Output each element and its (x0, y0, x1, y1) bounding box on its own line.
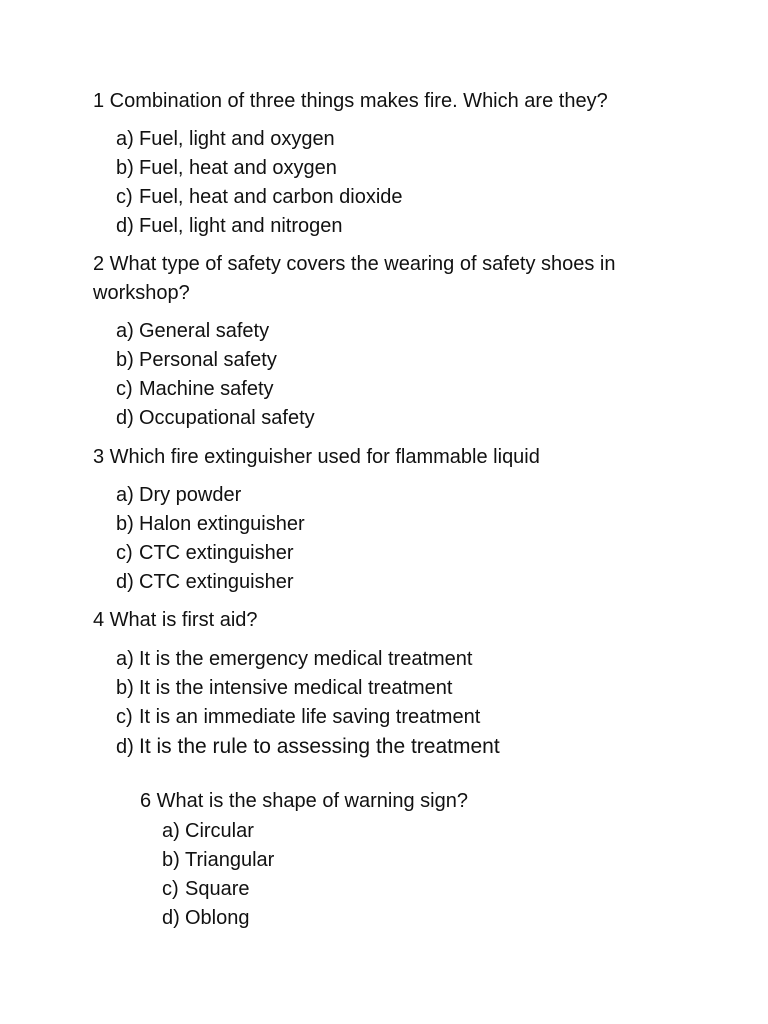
option-text: Halon extinguisher (139, 513, 305, 535)
option-text: It is the emergency medical treatment (139, 648, 473, 670)
option-text: It is the intensive medical treatment (139, 677, 453, 699)
option-3c (116, 539, 305, 568)
question-6-text: 6 What is the shape of warning sign? (140, 790, 468, 812)
question-4-options (116, 645, 500, 761)
option-letter: b) (162, 849, 180, 871)
option-text: Fuel, heat and oxygen (139, 157, 337, 179)
question-2-text: 2 What type of safety covers the wearing of safety shoes in workshop? (93, 253, 622, 304)
option-4d (116, 732, 500, 761)
option-text: Circular (185, 820, 254, 842)
question-1-text: 1 Combination of three things makes fire. Which are they? (93, 90, 608, 112)
option-letter: a) (116, 648, 134, 670)
question-6-options (162, 817, 274, 933)
option-text: Occupational safety (139, 407, 315, 429)
option-1a (116, 125, 403, 154)
option-2c (116, 375, 315, 404)
option-text: Square (185, 878, 250, 900)
option-letter: b) (116, 677, 134, 699)
option-text: Fuel, light and nitrogen (139, 215, 343, 237)
option-1b (116, 154, 403, 183)
question-1-options (116, 125, 403, 241)
question-3-text: 3 Which fire extinguisher used for flammable liquid (93, 446, 540, 468)
option-text: CTC extinguisher (139, 542, 294, 564)
option-3d (116, 568, 305, 597)
option-3b (116, 510, 305, 539)
question-2 (93, 250, 673, 308)
option-6a (162, 817, 274, 846)
option-text: Oblong (185, 907, 250, 929)
option-text: Triangular (185, 849, 275, 871)
option-2a (116, 317, 315, 346)
option-text: It is an immediate life saving treatment (139, 706, 481, 728)
option-letter: a) (116, 320, 134, 342)
option-letter: c) (116, 706, 133, 728)
option-letter: a) (116, 484, 134, 506)
option-text: Machine safety (139, 378, 274, 400)
option-4b (116, 674, 500, 703)
question-1 (93, 87, 733, 116)
option-4a (116, 645, 500, 674)
option-2d (116, 404, 315, 433)
option-1c (116, 183, 403, 212)
option-text: Dry powder (139, 484, 242, 506)
option-letter: b) (116, 349, 134, 371)
question-4-text: 4 What is first aid? (93, 609, 258, 631)
question-3 (93, 443, 733, 472)
option-letter: c) (116, 186, 133, 208)
option-text: It is the rule to assessing the treatment (139, 735, 500, 758)
option-letter: a) (116, 128, 134, 150)
option-text: Fuel, heat and carbon dioxide (139, 186, 403, 208)
option-4c (116, 703, 500, 732)
option-letter: c) (116, 378, 133, 400)
option-6c (162, 875, 274, 904)
option-letter: d) (116, 407, 134, 429)
option-text: Fuel, light and oxygen (139, 128, 335, 150)
option-letter: b) (116, 513, 134, 535)
option-letter: d) (116, 571, 134, 593)
option-text: Personal safety (139, 349, 277, 371)
option-6d (162, 904, 274, 933)
question-3-options (116, 481, 305, 597)
option-letter: c) (116, 542, 133, 564)
option-2b (116, 346, 315, 375)
option-letter: d) (116, 215, 134, 237)
option-letter: b) (116, 157, 134, 179)
option-letter: d) (116, 736, 134, 758)
option-1d (116, 212, 403, 241)
option-3a (116, 481, 305, 510)
question-4 (93, 606, 733, 635)
option-letter: a) (162, 820, 180, 842)
option-letter: c) (162, 878, 179, 900)
option-text: General safety (139, 320, 270, 342)
question-6 (140, 787, 740, 816)
question-2-options (116, 317, 315, 433)
option-6b (162, 846, 274, 875)
option-letter: d) (162, 907, 180, 929)
option-text: CTC extinguisher (139, 571, 294, 593)
